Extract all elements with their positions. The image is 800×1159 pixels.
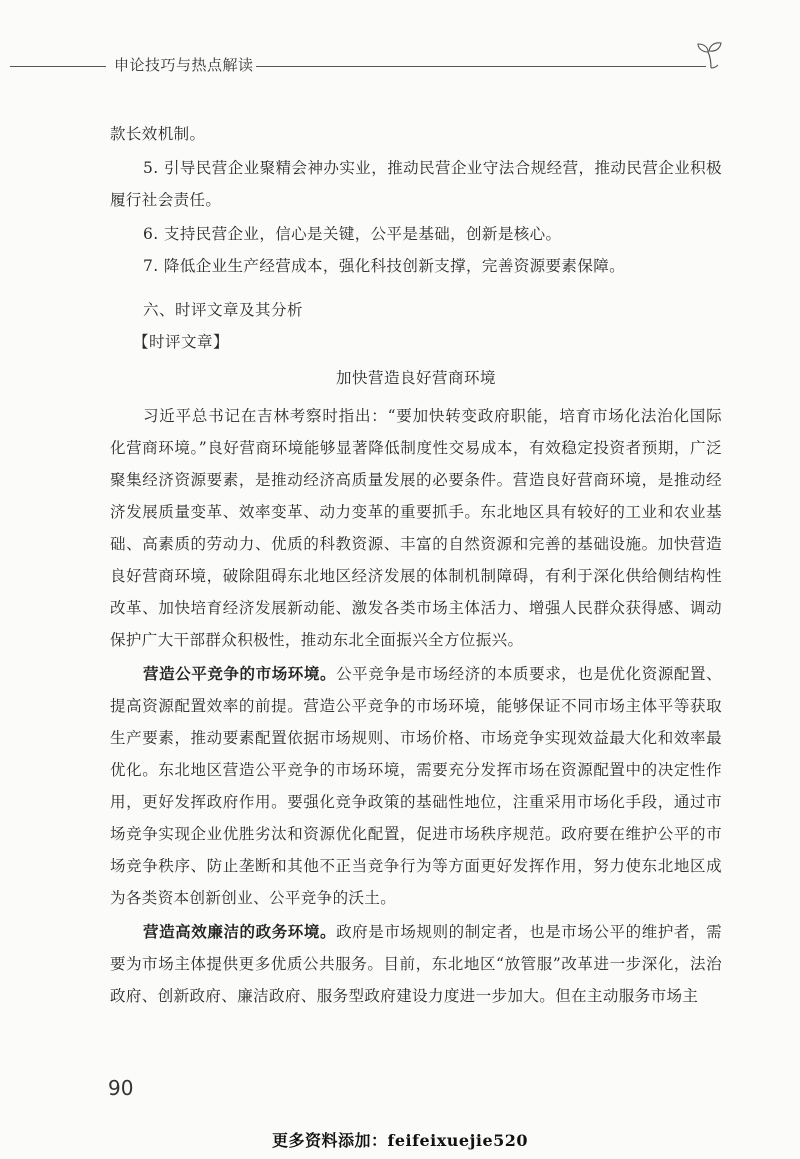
sprout-icon <box>694 38 728 72</box>
list-item-6: 6. 支持民营企业，信心是关键，公平是基础，创新是核心。 <box>143 225 562 243</box>
footer-note: 更多资料添加：feifeixuejie520 <box>271 1131 529 1150</box>
list-item-5: 5. 引导民营企业聚精会神办实业，推动民营企业守法合规经营，推动民营企业积极履行社会责任。 <box>110 159 722 209</box>
page-body <box>110 118 722 1012</box>
paragraph-market <box>110 658 722 914</box>
bracket-label: 【时评文章】 <box>133 333 230 351</box>
continuation-text: 款长效机制。 <box>110 125 206 143</box>
paragraph-lead: 营造高效廉洁的政务环境。 <box>143 923 337 941</box>
list-item-7: 7. 降低企业生产经营成本，强化科技创新支撑，完善资源要素保障。 <box>143 257 626 275</box>
header-rule-right <box>256 66 706 67</box>
section-heading: 六、时评文章及其分析 <box>143 301 304 319</box>
paragraph-body: 公平竞争是市场经济的本质要求，也是优化资源配置、提高资源配置效率的前提。营造公平竞争的市场环境，能够保证不同市场主体平等获取生产要素，推动要素配置依据市场规则、市场价格、市场竞争实现效益最大化和效率最优化。东北地区营造公平竞争的市场环境，需要充分发挥市场在资源配置中的决定性作用，更好发挥政府作用。要强化竞争政策的基础性地位，注重采用市场化手段，通过市场竞争实现企业优胜劣汰和资源优化配置，促进市场秩序规范。政府要在维护公平的市场竞争秩序、防止垄断和其他不正当竞争行为等方面更好发挥作用，努力使东北地区成为各类资本创新创业、公平竞争的沃土。 <box>110 665 722 907</box>
paragraph-lead: 营造公平竞争的市场环境。 <box>143 665 337 683</box>
paragraph-government <box>110 916 722 1012</box>
page-number: 90 <box>108 1076 134 1100</box>
header-title: 申论技巧与热点解读 <box>114 56 254 74</box>
paragraph-intro: 习近平总书记在吉林考察时指出：“要加快转变政府职能，培育市场化法治化国际化营商环境。”良好营商环境能够显著降低制度性交易成本，有效稳定投资者预期，广泛聚集经济资源要素，是推动经济高质量发展的必要条件。营造良好营商环境，是推动经济发展质量变革、效率变革、动力变革的重要抓手。东北地区具有较好的工业和农业基础、高素质的劳动力、优质的科教资源、丰富的自然资源和完善的基础设施。加快营造良好营商环境，破除阻碍东北地区经济发展的体制机制障碍，有利于深化供给侧结构性改革、加快培育经济发展新动能、激发各类市场主体活力、增强人民群众获得感、调动保护广大干部群众积极性，推动东北全面振兴全方位振兴。 <box>110 407 722 649</box>
header-rule-left <box>10 66 106 67</box>
article-title: 加快营造良好营商环境 <box>335 369 496 387</box>
paragraph-body: 政府是市场规则的制定者，也是市场公平的维护者，需要为市场主体提供更多优质公共服务。目前，东北地区“放管服”改革进一步深化，法治政府、创新政府、廉洁政府、服务型政府建设力度进一步加大。但在主动服务市场主 <box>110 923 722 1005</box>
running-header <box>0 52 800 82</box>
